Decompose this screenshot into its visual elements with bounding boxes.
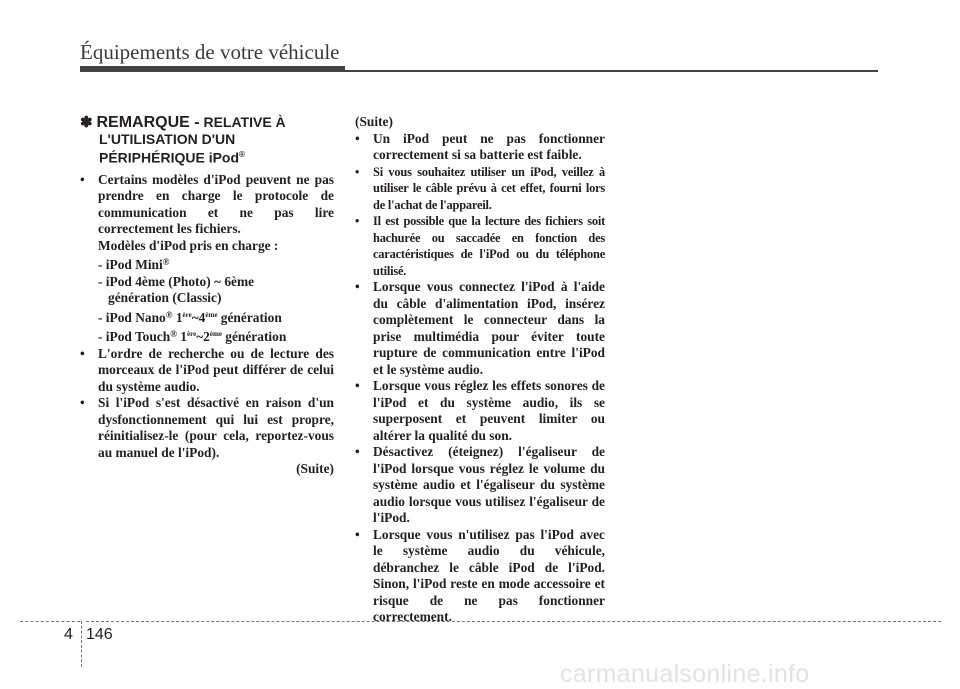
model-mini-text: - iPod Mini (98, 257, 163, 273)
left-suite: (Suite) (296, 461, 334, 477)
left-bullet1-text: Certains modèles d'iPod peuvent ne pas prendre en charge le protocole de communication et ne pas lire correctement les fichiers. (98, 171, 334, 237)
right-bullet4-text: Lorsque vous connectez l'iPod à l'aide du câble d'alimentation iPod, insérez complètement le connecteur dans la prise multimédia pour éviter toute rupture de communication entre l'iPod et le système audio. (373, 279, 605, 377)
model-touch-sup2: ème (209, 330, 222, 339)
model-4eme (80, 274, 334, 307)
left-column (80, 114, 334, 478)
list-item (355, 213, 605, 279)
model-touch-gen1: 1 (180, 329, 187, 345)
right-bullet5-text: Lorsque vous réglez les effets sonores de l'iPod et du système audio, ils se superposent et peuvent limiter ou altérer la qualité du son. (373, 378, 605, 443)
header-rule-thick (80, 66, 345, 72)
list-item (355, 527, 605, 626)
list-item (80, 172, 334, 238)
model-nano-tail: génération (220, 309, 282, 325)
list-item (80, 395, 334, 461)
remark-star-icon: ✽ (80, 114, 93, 131)
remark-title-line2: L'UTILISATION D'UN (99, 131, 236, 147)
page-header-title: Équipements de votre véhicule (80, 40, 340, 64)
list-item (355, 131, 605, 164)
page-number: 146 (86, 626, 113, 643)
bullet-icon: • (355, 279, 360, 294)
bullet-icon: • (355, 214, 360, 228)
list-item (355, 444, 605, 527)
bullet-icon: • (80, 395, 85, 411)
model-nano-sup2: ème (205, 310, 218, 319)
right-suite: (Suite) (355, 114, 393, 129)
bullet-icon: • (355, 526, 360, 542)
right-bullet2-text: Si vous souhaitez utiliser un iPod, veillez à utiliser le câble prévu à cet effet, fourni lors de l'achat de l'appareil. (373, 164, 605, 212)
right-bullet1-text: Un iPod peut ne pas fonctionner correctement si sa batterie est faible. (373, 130, 605, 162)
models-label: Modèles d'iPod pris en charge : (98, 237, 279, 253)
bullet-icon: • (80, 171, 85, 187)
model-nano (80, 307, 334, 327)
footer-dashed-divider (81, 621, 82, 667)
right-bullet3-text: Il est possible que la lecture des fichiers soit hachurée ou saccadée en fonction des caractéristiques de l'iPod ou du téléphone utilisé. (373, 214, 605, 278)
remark-title-line3: PÉRIPHÉRIQUE iPod (99, 149, 240, 166)
right-column (355, 114, 605, 626)
remark-title-reg: ® (239, 150, 245, 159)
bullet-icon: • (80, 345, 85, 361)
list-item (355, 378, 605, 444)
chapter-number: 4 (64, 626, 73, 643)
model-4eme-line2: génération (Classic) (108, 290, 222, 306)
right-bullet7-text: Lorsque vous n'utilisez pas l'iPod avec le système audio du véhicule, débranchez le câble iPod de l'iPod. Sinon, l'iPod reste en mode accessoire et risque de ne pas fonctionner correctement. (373, 526, 605, 624)
model-nano-gen2: ~4 (191, 309, 206, 325)
bullet-icon: • (355, 444, 360, 459)
remark-title-line3-wrap (80, 147, 334, 166)
model-mini-reg: ® (162, 257, 170, 268)
remark-title-line1: RELATIVE À (203, 114, 286, 130)
model-nano-reg: ® (165, 309, 173, 320)
model-touch-tail: génération (225, 329, 287, 345)
footer-dashed-rule-right (86, 621, 941, 622)
model-touch-sup1: ère (187, 330, 197, 339)
list-item (80, 346, 334, 396)
model-touch-text: - iPod Touch (98, 329, 171, 345)
list-item (355, 164, 605, 214)
left-bullet3-text: Si l'iPod s'est désactivé en raison d'un dysfonctionnement qui lui est propre, réinitialisez-le (pour cela, reportez-vous au manuel de l'iPod). (98, 395, 334, 460)
bullet-icon: • (355, 130, 360, 146)
watermark-text: carmanualsonline.info (560, 660, 810, 688)
remark-heading (80, 114, 334, 166)
bullet-icon: • (355, 164, 360, 179)
remark-title-main: REMARQUE - (96, 114, 200, 131)
footer-dashed-rule-left (20, 621, 80, 622)
bullet-icon: • (355, 378, 360, 393)
list-item (355, 279, 605, 378)
model-touch-reg: ® (170, 329, 177, 340)
header-rule-thin (345, 70, 878, 72)
model-4eme-line1: - iPod 4ème (Photo) ~ 6ème (98, 273, 255, 289)
left-bullet2-text: L'ordre de recherche ou de lecture des morceaux de l'iPod peut différer de celui du système audio. (98, 345, 334, 394)
model-touch (80, 326, 334, 346)
model-nano-sup1: ère (182, 310, 192, 319)
model-nano-gen1: 1 (175, 309, 183, 325)
model-mini (80, 254, 334, 274)
model-touch-gen2: ~2 (196, 329, 210, 345)
model-nano-text: - iPod Nano (98, 309, 166, 325)
right-bullet6-text: Désactivez (éteignez) l'égaliseur de l'iPod lorsque vous réglez le volume du système audio et l'égaliseur du système audio lorsque vous utilisez l'égaliseur de l'iPod. (373, 444, 605, 525)
